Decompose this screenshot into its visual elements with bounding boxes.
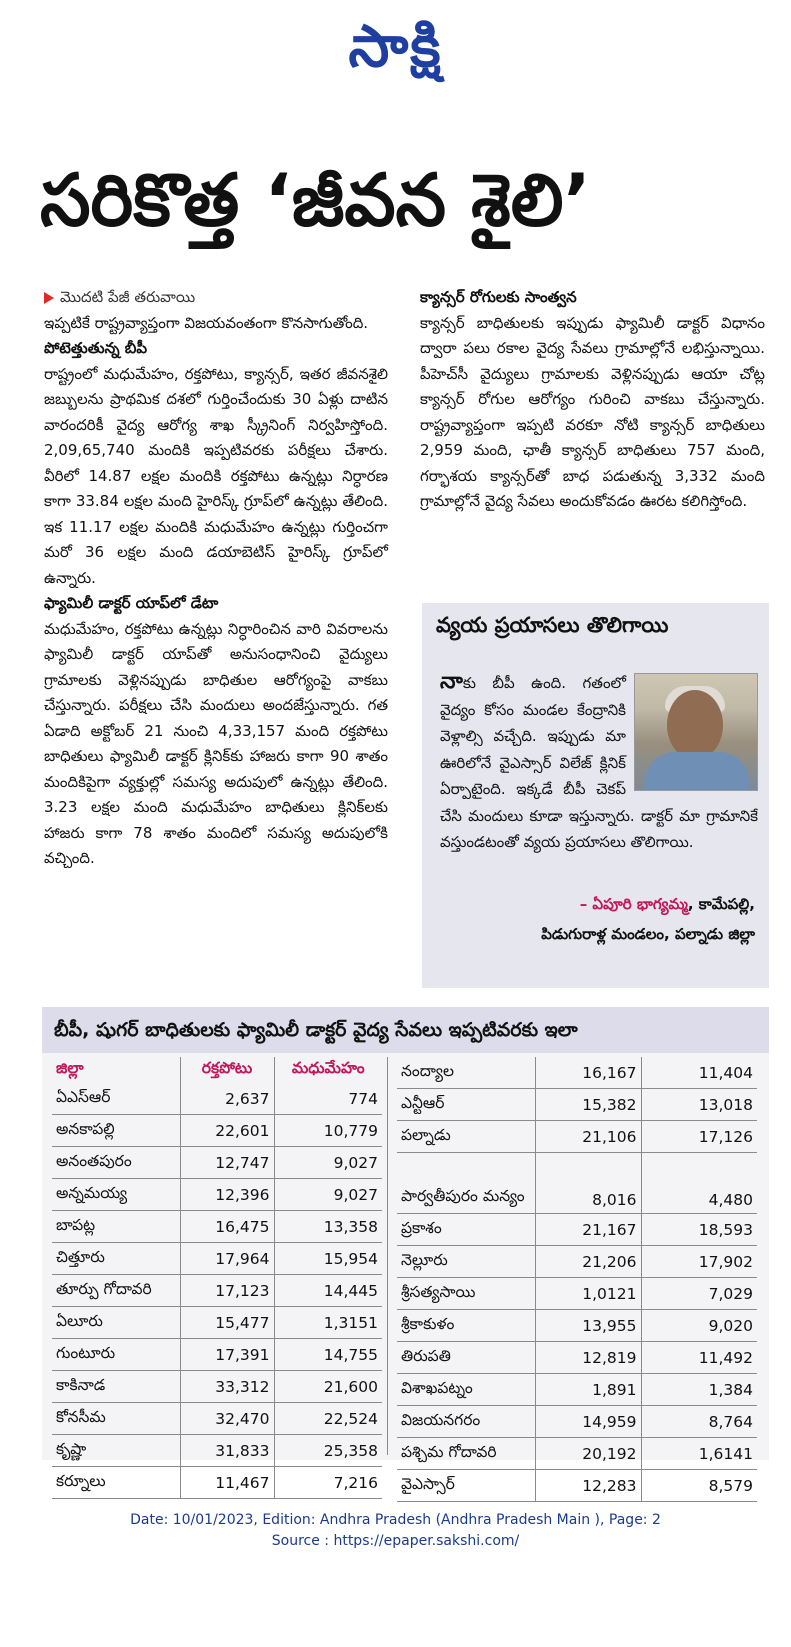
testimonial-title: వ్యయ ప్రయాసలు తొలిగాయి: [436, 613, 669, 637]
attribution-name: – ఏపూరి భాగ్యమ్మ: [579, 895, 688, 913]
table-right: [397, 1057, 757, 1502]
cell-bp: 17,964: [180, 1243, 274, 1275]
cell-bp: 12,747: [180, 1147, 274, 1179]
header-district: జిల్లా: [56, 1059, 84, 1077]
cell-diabetes: 17,902: [641, 1246, 757, 1278]
cell-bp: 15,477: [180, 1307, 274, 1339]
cell-diabetes: 8,764: [641, 1406, 757, 1438]
table-title: బీపీ, షుగర్ బాధితులకు ఫ్యామిలీ డాక్టర్ వైద్య సేవలు ఇప్పటివరకు ఇలా: [42, 1007, 769, 1053]
table-row: [397, 1214, 757, 1246]
cell-district: నంద్యాల: [397, 1057, 535, 1089]
cell-diabetes: 1,6141: [641, 1438, 757, 1470]
attribution-place: , కామేపల్లి,: [687, 895, 755, 913]
cell-district: బాపట్ల: [52, 1211, 180, 1243]
table-row: [52, 1403, 382, 1435]
table-row: [52, 1435, 382, 1467]
cell-diabetes: 10,779: [274, 1115, 382, 1147]
left-column: [44, 285, 388, 872]
cell-bp: 15,382: [535, 1089, 641, 1121]
table-left: [52, 1057, 382, 1499]
cell-district: శ్రీసత్యసాయి: [397, 1278, 535, 1310]
cell-bp: 12,396: [180, 1179, 274, 1211]
table-row: [397, 1246, 757, 1278]
table-row: [52, 1243, 382, 1275]
cell-district: ప్రకాశం: [397, 1214, 535, 1246]
header-bp: రక్తపోటు: [180, 1057, 274, 1083]
cell-diabetes: 9,027: [274, 1179, 382, 1211]
cell-diabetes: 25,358: [274, 1435, 382, 1467]
table-row: [397, 1438, 757, 1470]
cell-diabetes: 774: [274, 1083, 382, 1115]
cell-bp: 1,0121: [535, 1278, 641, 1310]
cell-bp: 2,637: [180, 1083, 274, 1115]
table-row: [397, 1342, 757, 1374]
table-header-row: [52, 1057, 382, 1083]
cell-diabetes: 11,492: [641, 1342, 757, 1374]
cell-bp: 12,819: [535, 1342, 641, 1374]
cell-bp: 16,167: [535, 1057, 641, 1089]
table-row: [52, 1275, 382, 1307]
table-row: [52, 1371, 382, 1403]
header-diabetes: మధుమేహం: [274, 1057, 382, 1083]
cell-bp: 16,475: [180, 1211, 274, 1243]
cell-district: కర్నూలు: [52, 1467, 180, 1499]
cell-district: కృష్ణా: [52, 1435, 180, 1467]
cell-bp: 32,470: [180, 1403, 274, 1435]
paragraph-app-data: మధుమేహం, రక్తపోటు ఉన్నట్లు నిర్ధారించిన వారి వివరాలను ఫ్యామిలీ డాక్టర్ యాప్‌తో అనుసంధానించి వైద్యులు గ్రామాలకు వెళ్లినప్పుడు బాధితుల ఆరోగ్యంపై వాకబు చేస్తున్నారు. పరీక్షలు చేసి మందులు అందజేస్తున్నారు. గత ఏడాది అక్టోబర్ 21 నుంచి 4,33,157 మంది రక్తపోటు బాధితులు ఫ్యామిలీ డాక్టర్ క్లినిక్‌కు హాజరు కాగా 90 శాతం మందికిపైగా వ్యక్తుల్లో సమస్య అదుపులో ఉన్నట్లు తేలింది. 3.23 లక్షల మంది మధుమేహం బాధితులు క్లినిక్‌లకు హాజరు కాగా 78 శాతం మందిలో సమస్య అదుపులోకి వచ్చింది.: [44, 619, 388, 867]
cell-district: ఏలూరు: [52, 1307, 180, 1339]
cell-bp: 1,891: [535, 1374, 641, 1406]
cell-bp: 14,959: [535, 1406, 641, 1438]
table-row: [52, 1083, 382, 1115]
cell-diabetes: 13,018: [641, 1089, 757, 1121]
table-divider: [387, 1057, 388, 1455]
cell-bp: 33,312: [180, 1371, 274, 1403]
headline: సరికొత్త ‘జీవన శైలి’: [40, 158, 591, 242]
table-row: [52, 1179, 382, 1211]
table-row: [52, 1115, 382, 1147]
table-row: [397, 1089, 757, 1121]
cell-diabetes: 17,126: [641, 1121, 757, 1153]
table-row: [397, 1470, 757, 1502]
play-arrow-icon: [44, 292, 54, 304]
intro-paragraph: ఇప్పటికే రాష్ట్రవ్యాప్తంగా విజయవంతంగా కొనసాగుతోంది.: [44, 313, 369, 332]
table-row: [397, 1278, 757, 1310]
subheading-cancer: క్యాన్సర్ రోగులకు సాంత్వన: [420, 288, 577, 306]
table-row: [52, 1211, 382, 1243]
cell-diabetes: 7,216: [274, 1467, 382, 1499]
photo-wrapper: [634, 673, 758, 791]
cell-district: పార్వతీపురం మన్యం: [397, 1153, 535, 1214]
cell-diabetes: 4,480: [641, 1153, 757, 1214]
cell-district: పశ్చిమ గోదావరి: [397, 1438, 535, 1470]
cell-district: ఎన్టీఆర్: [397, 1089, 535, 1121]
district-table: [42, 1007, 769, 1495]
cell-district: అనకాపల్లి: [52, 1115, 180, 1147]
cell-diabetes: 1,3151: [274, 1307, 382, 1339]
paragraph-cancer: క్యాన్సర్ బాధితులకు ఇప్పుడు ఫ్యామిలీ డాక్టర్ విధానం ద్వారా పలు రకాల వైద్య సేవలు గ్రామాల్లోనే లభిస్తున్నాయి. పీహెచ్‌సీ వైద్యులు గ్రామాలకు వెళ్లినప్పుడు ఆయా చోట్ల క్యాన్సర్ రోగుల ఆరోగ్యం గురించి వాకబు చేస్తున్నారు. రాష్ట్రవ్యాప్తంగా ఇప్పటి వరకూ నోటి క్యాన్సర్ బాధితులు 2,959 మంది, ఛాతీ క్యాన్సర్ బాధితులు 757 మంది, గర్భాశయ క్యాన్సర్‌తో బాధ పడుతున్న 3,332 మంది గ్రామాల్లోనే వైద్య సేవలు అందుకోవడం ఊరట కలిగిస్తోంది.: [420, 313, 765, 510]
cell-district: నెల్లూరు: [397, 1246, 535, 1278]
cell-diabetes: 22,524: [274, 1403, 382, 1435]
table-row: [397, 1310, 757, 1342]
cell-district: అనంతపురం: [52, 1147, 180, 1179]
cell-district: ఏఎస్ఆర్: [52, 1083, 180, 1115]
dropcap: నా: [440, 669, 463, 694]
subheading-app-data: ఫ్యామిలీ డాక్టర్ యాప్‌లో డేటా: [44, 594, 219, 612]
cell-diabetes: 1,384: [641, 1374, 757, 1406]
testimonial-attribution: [541, 889, 755, 949]
right-column: [420, 285, 765, 515]
table-row: [52, 1147, 382, 1179]
footer: [0, 1510, 791, 1552]
cell-district: అన్నమయ్య: [52, 1179, 180, 1211]
table-row: [52, 1467, 382, 1499]
cell-bp: 17,391: [180, 1339, 274, 1371]
cell-district: విజయనగరం: [397, 1406, 535, 1438]
cell-district: విశాఖపట్నం: [397, 1374, 535, 1406]
testimonial-text: [440, 669, 758, 856]
cell-diabetes: 21,600: [274, 1371, 382, 1403]
cell-diabetes: 9,020: [641, 1310, 757, 1342]
cell-district: కోనసీమ: [52, 1403, 180, 1435]
testimonial-body: కు బీపీ ఉంది. గతంలో వైద్యం కోసం మండల కేంద్రానికి వెళ్లాల్సి వచ్చేది. ఇప్పుడు మా ఊరిలోనే వైఎస్సార్ విలేజ్ క్లినిక్ ఏర్పాటైంది. ఇక్కడే బీపీ చెకప్ చేసి మందులు కూడా ఇస్తున్నారు. డాక్టర్ మా గ్రామానికే వస్తుండటంతో వ్యయ ప్రయాసలు తొలిగాయి.: [440, 674, 758, 851]
cell-bp: 21,206: [535, 1246, 641, 1278]
cell-bp: 20,192: [535, 1438, 641, 1470]
cell-diabetes: 14,755: [274, 1339, 382, 1371]
cell-diabetes: 7,029: [641, 1278, 757, 1310]
testimonial-box: [422, 603, 769, 988]
cell-diabetes: 15,954: [274, 1243, 382, 1275]
cell-diabetes: 9,027: [274, 1147, 382, 1179]
cell-bp: 13,955: [535, 1310, 641, 1342]
table-row: [397, 1374, 757, 1406]
cell-bp: 12,283: [535, 1470, 641, 1502]
table-row: [397, 1057, 757, 1089]
cell-bp: 22,601: [180, 1115, 274, 1147]
continued-label: మొదటి పేజీ తరువాయి: [44, 285, 388, 311]
cell-bp: 31,833: [180, 1435, 274, 1467]
cell-bp: 8,016: [535, 1153, 641, 1214]
cell-bp: 21,106: [535, 1121, 641, 1153]
cell-diabetes: 8,579: [641, 1470, 757, 1502]
woman-photo: [634, 673, 758, 791]
cell-district: పల్నాడు: [397, 1121, 535, 1153]
cell-district: చిత్తూరు: [52, 1243, 180, 1275]
cell-diabetes: 14,445: [274, 1275, 382, 1307]
cell-district: కాకినాడ: [52, 1371, 180, 1403]
paragraph-bp: రాష్ట్రంలో మధుమేహం, రక్తపోటు, క్యాన్సర్, ఇతర జీవనశైలి జబ్బులను ప్రాథమిక దశలో గుర్తించేందుకు 30 ఏళ్లు దాటిన వారందరికీ వైద్య ఆరోగ్య శాఖ స్క్రీనింగ్ నిర్వహిస్తోంది. 2,09,65,740 మందికి ఇప్పటివరకు పరీక్షలు చేశారు. వీరిలో 14.87 లక్షల మందికి రక్తపోటు ఉన్నట్లు నిర్ధారణ కాగా 33.84 లక్షల మంది హైరిస్క్ గ్రూప్‌లో ఉన్నట్లు తేలింది. ఇక 11.17 లక్షల మందికి మధుమేహం ఉన్నట్లు గుర్తించగా మరో 36 లక్షల మంది డయాబెటిస్ హైరిస్క్ గ్రూప్‌లో ఉన్నారు.: [44, 364, 388, 587]
cell-diabetes: 18,593: [641, 1214, 757, 1246]
subheading-bp: పోటెత్తుతున్న బీపీ: [44, 339, 148, 357]
cell-diabetes: 11,404: [641, 1057, 757, 1089]
cell-district: తూర్పు గోదావరి: [52, 1275, 180, 1307]
masthead-logo: సాక్షి: [348, 12, 443, 80]
footer-source: Source : https://epaper.sakshi.com/: [271, 1533, 520, 1549]
cell-district: వైఎస్సార్: [397, 1470, 535, 1502]
table-row: [397, 1406, 757, 1438]
cell-district: గుంటూరు: [52, 1339, 180, 1371]
cell-district: తిరుపతి: [397, 1342, 535, 1374]
cell-bp: 21,167: [535, 1214, 641, 1246]
cell-bp: 11,467: [180, 1467, 274, 1499]
attribution-district: పిడుగురాళ్ల మండలం, పల్నాడు జిల్లా: [541, 925, 755, 943]
table-row: [52, 1339, 382, 1371]
table-row: [397, 1121, 757, 1153]
footer-edition: Date: 10/01/2023, Edition: Andhra Pradesh (Andhra Pradesh Main ), Page: 2: [130, 1512, 661, 1528]
cell-bp: 17,123: [180, 1275, 274, 1307]
table-row: [397, 1153, 757, 1214]
cell-district: శ్రీకాకుళం: [397, 1310, 535, 1342]
cell-diabetes: 13,358: [274, 1211, 382, 1243]
table-row: [52, 1307, 382, 1339]
